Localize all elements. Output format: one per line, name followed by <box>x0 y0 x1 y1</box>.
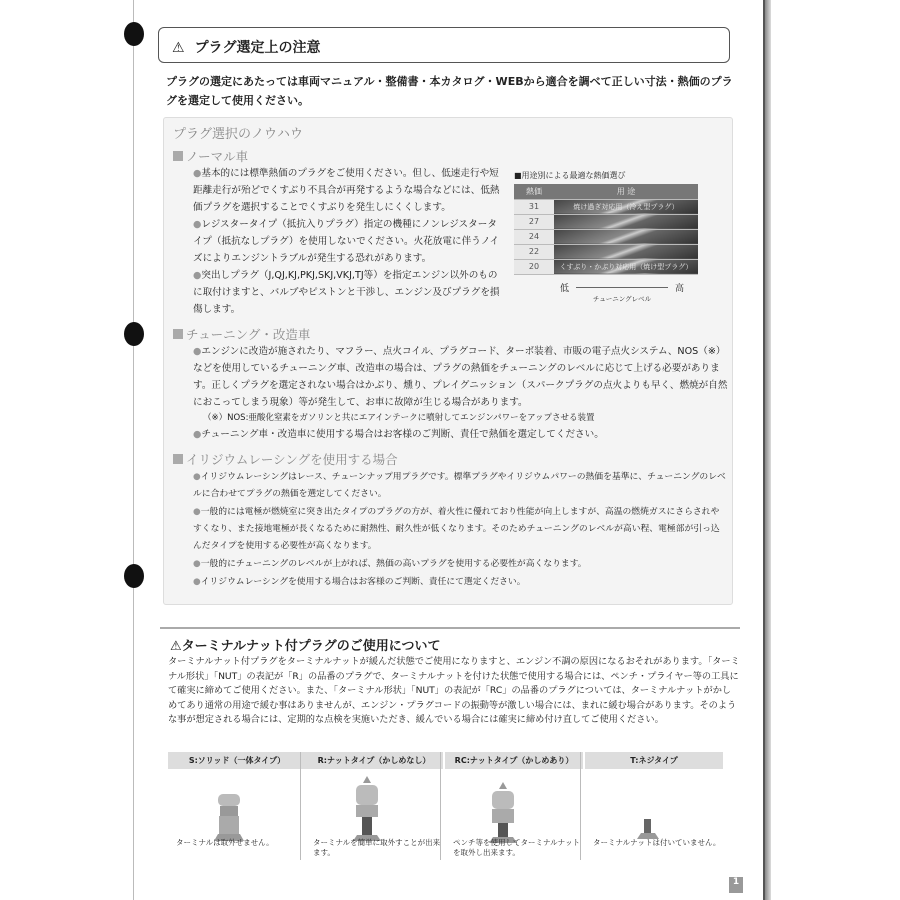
terminal-title: ⚠ターミナルナット付プラグのご使用について <box>170 639 441 654</box>
terminal-type-r: R:ナットタイプ（かしめなし） ターミナルを簡単に取外すことが出来ます。 <box>305 752 443 860</box>
bottom-use: くすぶり・かぶり対応用（焼け型プラグ） <box>554 259 698 274</box>
iridium-item: ●一般的には電極が燃焼室に突き出たタイプのプラグの方が、着火性に優れており性能が向上しますが、高温の燃焼ガスにさらされやすくなり、また接地電極が長くなるために耐熱性、耐久性が低くなります。そのためチューニングのレベルが高い程、電極部が引っ込んだタイプを使用する必要性が高くなります。 <box>193 507 720 551</box>
iridium-item: ●イリジウムレーシングを使用する場合はお客様のご判断、責任にて選定ください。 <box>193 577 526 587</box>
punch-hole <box>124 322 144 346</box>
divider <box>160 627 740 629</box>
heat-value: 24 <box>514 229 554 244</box>
page-edge <box>765 0 771 900</box>
section-heading-normal: ノーマル車 <box>173 148 728 165</box>
heat-value: 31 <box>514 199 554 214</box>
iridium-item: ●一般的にチューニングのレベルが上がれば、熱価の高いプラグを使用する必要性が高くなります。 <box>193 559 587 569</box>
divider <box>300 752 301 860</box>
normal-item: ●基本的には標準熱価のプラグをご使用ください。但し、低速走行や短距離走行が殆どでくすぶり不具合が再発するような場合などには、低熱価プラグを選択することでくすぶりを発生しにくくします。 <box>193 168 500 213</box>
col-use: 用 途 <box>554 184 698 199</box>
tuning-level-axis <box>560 281 684 303</box>
terminal-type-rc: RC:ナットタイプ（かしめあり） ペンチ等を使用してターミナルナットを取外し出来ます。 <box>445 752 583 860</box>
warning-icon: ⚠ <box>172 40 185 56</box>
low-label: 低 <box>560 283 570 294</box>
normal-item: ●突出しプラグ（J,QJ,KJ,PKJ,SKJ,VKJ,TJ等）を指定エンジン以外のものに取付けますと、バルブやピストンと干渉し、エンジン及びプラグを損傷します。 <box>193 270 500 315</box>
warning-icon: ⚠ <box>170 639 182 654</box>
title-text: プラグ選定上の注意 <box>194 40 321 56</box>
punch-hole <box>124 22 144 46</box>
use-band <box>554 214 698 229</box>
divider <box>580 752 581 860</box>
tuning-item: ●チューニング車・改造車に使用する場合はお客様のご判断、責任で熱価を選定してください。 <box>193 429 604 440</box>
use-band <box>554 244 698 259</box>
terminal-type-t: T:ネジタイプ ターミナルナットは付いていません。 <box>585 752 723 860</box>
section-heading-tuning: チューニング・改造車 <box>173 326 728 343</box>
lead-text: プラグの選定にあたっては車両マニュアル・整備書・本カタログ・WEBから適合を調べて正しい寸法・熱価のプラグを選定して使用ください。 <box>166 75 733 107</box>
heat-value: 27 <box>514 214 554 229</box>
heat-range-table <box>514 184 698 275</box>
page-title <box>172 37 321 57</box>
arrow-line <box>576 287 668 288</box>
top-use: 焼け過ぎ対応用（冷え型プラグ） <box>554 199 698 214</box>
page-number: 1 <box>729 877 743 893</box>
col-heat: 熱価 <box>514 184 554 199</box>
divider <box>440 752 441 860</box>
heat-value: 22 <box>514 244 554 259</box>
heat-value: 20 <box>514 259 554 274</box>
heat-range-chart <box>514 170 698 303</box>
nos-note: （※）NOS:亜酸化窒素をガソリンと共にエアインテークに噴射してエンジンパワーをアップさせる装置 <box>203 413 595 423</box>
knowhow-title: プラグ選択のノウハウ <box>173 127 304 142</box>
terminal-type-s: S:ソリッド（一体タイプ） ターミナルは取外せません。 <box>168 752 306 860</box>
normal-item: ●レジスタータイプ（抵抗入りプラグ）指定の機種にノンレジスタータイプ（抵抗なしプラグ）を使用しないでください。火花放電に伴うノイズによりエンジントラブルが発生する恐れがあります。 <box>193 219 500 264</box>
use-band <box>554 229 698 244</box>
section-heading-iridium: イリジウムレーシングを使用する場合 <box>173 451 728 468</box>
iridium-item: ●イリジウムレーシングはレース、チューンナップ用プラグです。標準プラグやイリジウムパワーの熱価を基準に、チューニングのレベルに合わせてプラグの熱価を選定してください。 <box>193 472 726 499</box>
heat-table-caption: ■用途別による最適な熱価選び <box>514 171 626 180</box>
tuning-item: ●エンジンに改造が施されたり、マフラー、点火コイル、プラグコード、ターボ装着、市販の電子点火システム、NOS（※）などを使用しているチューニング車、改造車の場合は、プラグの熱価をチューニングのレベルに応じて上げる必要があります。正しくプラグを選定されない場合はかぶり、燻り、プレイグニッション（スパークプラグの点火よりも早く、燃焼が自然におこってしまう現象）等が発生して、お車に故障が生じる場合があります。 <box>193 346 728 408</box>
high-label: 高 <box>674 283 684 294</box>
axis-label: チューニングレベル <box>592 294 652 303</box>
terminal-body: ターミナルナット付プラグをターミナルナットが緩んだ状態でご使用になりますと、エンジン不調の原因になるおそれがあります。「ターミナル形状」「NUT」の表記が「R」の品番のプラグで、ターミナルナットを付けた状態で使用する場合には、ペンチ・プライヤー等の工具にて確実に締めてご使用ください。また、「ターミナル形状」「NUT」の表記が「RC」の品番のプラグについては、ターミナルナットがかしめてあり通常の用途で緩む事はありませんが、エンジン・プラグコードの振動等が激しい場合には、まれに緩む場合があります。そのような事が想定される場合には、定期的な点検を実施いただき、緩んでいる場合には確実に締め付け直してご使用ください。 <box>168 656 740 725</box>
punch-hole <box>124 564 144 588</box>
